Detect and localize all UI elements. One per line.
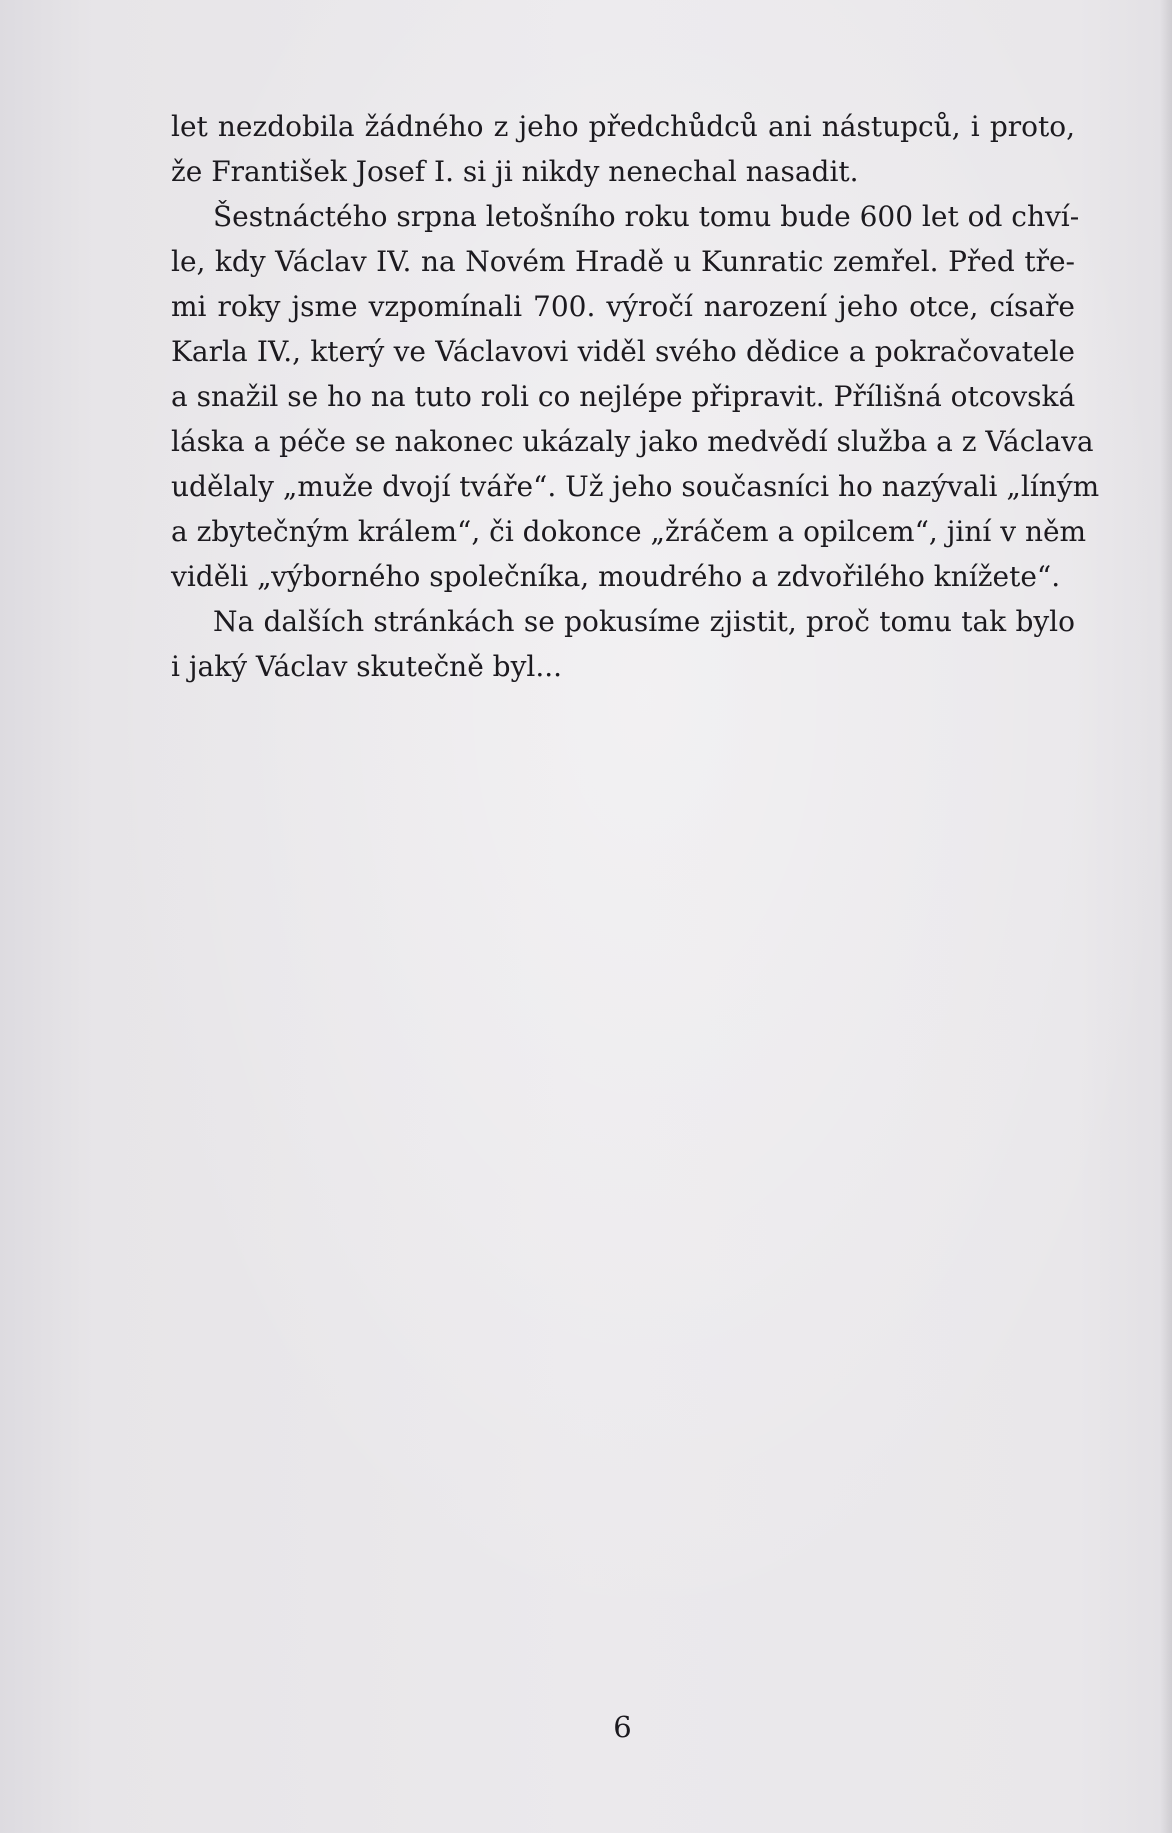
text-line: a zbytečným králem“, či dokonce „žráčem a opilcem“, jiní v něm: [171, 515, 1087, 548]
text-line: i jaký Václav skutečně byl...: [171, 650, 563, 683]
text-line: udělaly „muže dvojí tváře“. Už jeho současníci ho nazývali „líným: [171, 470, 1100, 503]
text-line: láska a péče se nakonec ukázaly jako medvědí služba a z Václava: [171, 425, 1094, 458]
body-text: [171, 104, 1100, 689]
page-number: 6: [613, 1710, 632, 1744]
text-line: mi roky jsme vzpomínali 700. výročí narození jeho otce, císaře: [171, 290, 1075, 323]
text-line: a snažil se ho na tuto roli co nejlépe připravit. Přílišná otcovská: [171, 380, 1076, 413]
text-line: Na dalších stránkách se pokusíme zjistit, proč tomu tak bylo: [213, 605, 1075, 638]
text-line: let nezdobila žádného z jeho předchůdců ani nástupců, i proto,: [171, 110, 1075, 143]
text-line: Šestnáctého srpna letošního roku tomu bude 600 let od chví-: [213, 200, 1080, 233]
text-line: že František Josef I. si ji nikdy nenechal nasadit.: [171, 155, 859, 188]
text-line: le, kdy Václav IV. na Novém Hradě u Kunratic zemřel. Před tře-: [171, 245, 1075, 278]
text-line: viděli „výborného společníka, moudrého a zdvořilého knížete“.: [171, 560, 1061, 593]
text-line: Karla IV., který ve Václavovi viděl svého dědice a pokračovatele: [171, 335, 1075, 368]
page-edge-shadow: [1160, 0, 1172, 1833]
